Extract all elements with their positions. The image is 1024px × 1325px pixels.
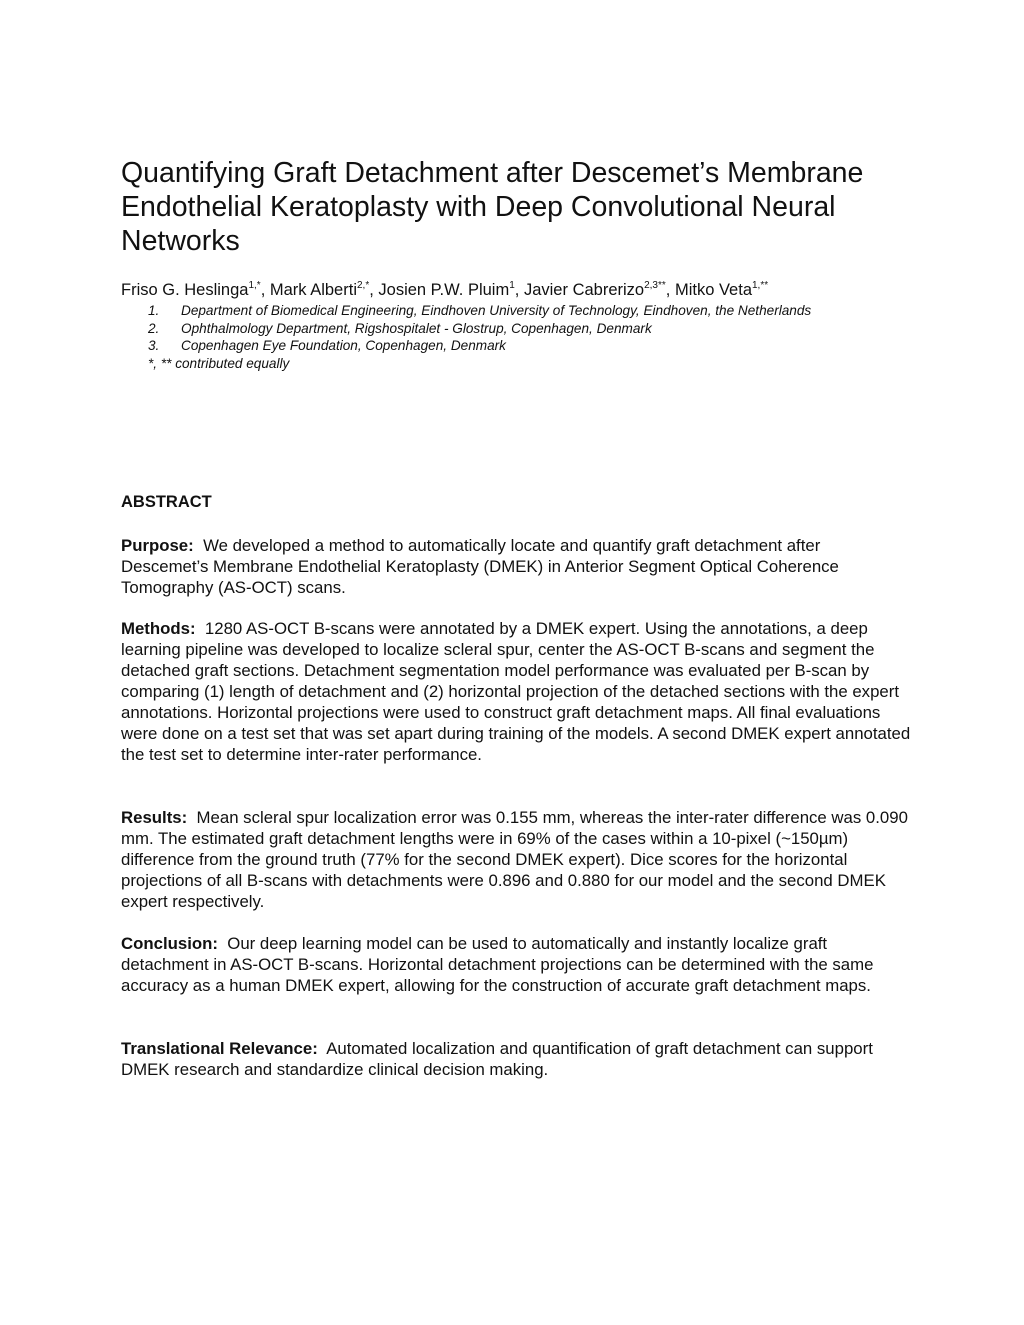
section-text: Mean scleral spur localization error was 0.155 mm, whereas the inter-rater difference was 0.090 mm. The estimated graft detachment lengths were in 69% of the cases within a 10-pixel (~150µm) difference from the ground truth (77% for the second DMEK expert). Dice scores for the horizontal projections of all B-scans with detachments were 0.896 and 0.880 for our model and the second DMEK expert respectively. [121,808,908,911]
affiliation [148,302,811,320]
affiliation-number: 1. [148,303,160,318]
affiliation-number: 3. [148,338,160,353]
author-name: Friso G. Heslinga [121,281,249,299]
author-affil: 2,* [356,280,370,291]
affiliation-list [148,302,811,372]
affiliation-text: Department of Biomedical Engineering, Eindhoven University of Technology, Eindhoven, the Netherlands [181,303,812,318]
author-name: Mark Alberti [269,281,357,299]
author-list: Friso G. Heslinga$^{1,*}$, Mark Alberti$^{2,*}$, Josien P.W. Pluim$^1$, Javier Cabrerizo$^{2,3**}$, Mitko Veta$^{1,**}$ [121,280,769,299]
author-name: Josien P.W. Pluim [378,281,510,299]
section-label: Conclusion: [121,934,218,953]
section-text: Our deep learning model can be used to automatically and instantly localize graft detachment in AS-OCT B-scans. Horizontal detachment projections can be determined with the same accuracy as a human DMEK expert, allowing for the construction of accurate graft detachment maps. [121,934,874,995]
section-text: Automated localization and quantification of graft detachment can support DMEK research and standardize clinical decision making. [121,1039,873,1079]
section-label: Methods: [121,619,196,638]
author-affil: 1 [509,280,515,291]
section-label: Results: [121,808,188,827]
section-text: We developed a method to automatically locate and quantify graft detachment after Descemet’s Membrane Endothelial Keratoplasty (DMEK) in Anterior Segment Optical Coherence Tomography (AS-OCT) scans. [121,536,839,597]
abstract-conclusion [121,933,911,996]
affiliation [148,320,811,338]
section-label: Purpose: [121,536,194,555]
abstract-results [121,807,911,912]
abstract-translational-relevance [121,1038,911,1080]
affiliation [148,337,811,355]
paper-title: Quantifying Graft Detachment after Descemet’s Membrane Endothelial Keratoplasty with Deep Convolutional Neural Networks [121,157,864,257]
abstract-heading: ABSTRACT [121,493,212,511]
contribution-note: *, ** contributed equally [148,355,290,371]
author-affil: 2,3** [644,280,666,291]
affiliation-text: Copenhagen Eye Foundation, Copenhagen, Denmark [181,338,506,353]
section-label: Translational Relevance: [121,1039,318,1058]
abstract-methods [121,618,911,765]
affiliation-text: Ophthalmology Department, Rigshospitalet - Glostrup, Copenhagen, Denmark [181,320,652,336]
author-affil: 1,** [752,280,769,291]
section-text: 1280 AS-OCT B-scans were annotated by a DMEK expert. Using the annotations, a deep learning pipeline was developed to localize scleral spur, center the AS-OCT B-scans and segment the detached graft sections. Detachment segmentation model performance was evaluated per B-scan by comparing (1) length of detachment and (2) horizontal projection of the detached sections with the expert annotations. Horizontal projections were used to construct graft detachment maps. All final evaluations were done on a test set that was set apart during training of the models. A second DMEK expert annotated the test set to determine inter-rater performance. [121,619,911,764]
author-affil: 1,* [248,280,261,291]
author-name: Mitko Veta [674,281,752,299]
abstract-purpose [121,535,911,598]
affiliation-number: 2. [148,320,160,336]
author-name: Javier Cabrerizo [523,281,645,299]
